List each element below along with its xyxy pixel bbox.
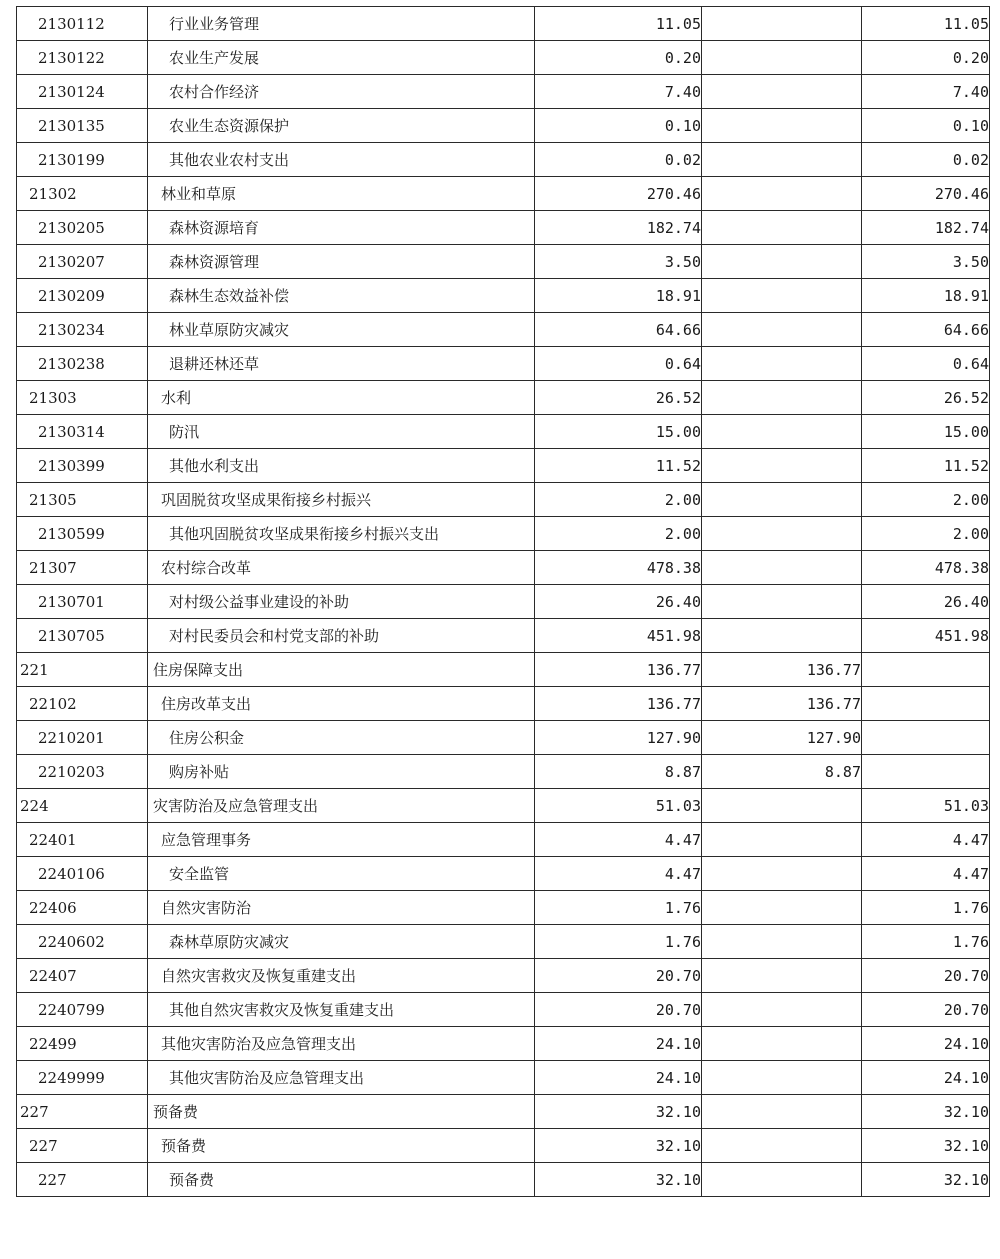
- cell-project-expenditure: 0.64: [862, 347, 990, 381]
- cell-subject-code: 22401: [17, 823, 148, 857]
- cell-total-amount: 32.10: [535, 1129, 702, 1163]
- cell-subject-code: 22406: [17, 891, 148, 925]
- cell-project-expenditure: 51.03: [862, 789, 990, 823]
- cell-project-expenditure: 64.66: [862, 313, 990, 347]
- cell-subject-code: 21302: [17, 177, 148, 211]
- table-body: [17, 7, 990, 1197]
- cell-subject-name: 森林生态效益补偿: [148, 279, 535, 313]
- table-row: [17, 517, 990, 551]
- table-row: [17, 75, 990, 109]
- cell-basic-expenditure: [702, 925, 862, 959]
- cell-basic-expenditure: [702, 619, 862, 653]
- table-row: [17, 755, 990, 789]
- table-row: [17, 1095, 990, 1129]
- table-row: [17, 857, 990, 891]
- cell-project-expenditure: 0.10: [862, 109, 990, 143]
- cell-subject-code: 2130207: [17, 245, 148, 279]
- cell-total-amount: 127.90: [535, 721, 702, 755]
- cell-subject-name: 预备费: [148, 1129, 535, 1163]
- cell-basic-expenditure: 136.77: [702, 687, 862, 721]
- cell-project-expenditure: 18.91: [862, 279, 990, 313]
- cell-subject-name: 退耕还林还草: [148, 347, 535, 381]
- cell-basic-expenditure: [702, 1095, 862, 1129]
- cell-subject-name: 预备费: [148, 1095, 535, 1129]
- cell-basic-expenditure: [702, 347, 862, 381]
- cell-subject-code: 2210201: [17, 721, 148, 755]
- table-row: [17, 381, 990, 415]
- cell-total-amount: 11.52: [535, 449, 702, 483]
- cell-subject-code: 22102: [17, 687, 148, 721]
- cell-subject-code: 22499: [17, 1027, 148, 1061]
- table-row: [17, 789, 990, 823]
- cell-subject-name: 其他自然灾害救灾及恢复重建支出: [148, 993, 535, 1027]
- cell-subject-name: 灾害防治及应急管理支出: [148, 789, 535, 823]
- cell-basic-expenditure: [702, 381, 862, 415]
- cell-total-amount: 24.10: [535, 1027, 702, 1061]
- cell-project-expenditure: 1.76: [862, 925, 990, 959]
- table-row: [17, 415, 990, 449]
- cell-subject-name: 森林资源管理: [148, 245, 535, 279]
- cell-subject-name: 住房改革支出: [148, 687, 535, 721]
- cell-basic-expenditure: [702, 449, 862, 483]
- cell-subject-code: 2130205: [17, 211, 148, 245]
- cell-subject-code: 2130314: [17, 415, 148, 449]
- cell-total-amount: 0.64: [535, 347, 702, 381]
- table-row: [17, 143, 990, 177]
- cell-subject-code: 2130112: [17, 7, 148, 41]
- cell-total-amount: 136.77: [535, 687, 702, 721]
- cell-project-expenditure: 182.74: [862, 211, 990, 245]
- cell-subject-code: 21307: [17, 551, 148, 585]
- cell-total-amount: 20.70: [535, 959, 702, 993]
- table-row: [17, 1163, 990, 1197]
- cell-subject-code: 2249999: [17, 1061, 148, 1095]
- cell-total-amount: 15.00: [535, 415, 702, 449]
- cell-subject-name: 防汛: [148, 415, 535, 449]
- table-row: [17, 7, 990, 41]
- cell-project-expenditure: 7.40: [862, 75, 990, 109]
- cell-subject-code: 2130135: [17, 109, 148, 143]
- cell-subject-code: 227: [17, 1163, 148, 1197]
- cell-basic-expenditure: [702, 313, 862, 347]
- cell-total-amount: 26.40: [535, 585, 702, 619]
- cell-basic-expenditure: [702, 1163, 862, 1197]
- cell-total-amount: 2.00: [535, 483, 702, 517]
- cell-subject-name: 林业草原防灾减灾: [148, 313, 535, 347]
- cell-project-expenditure: 20.70: [862, 959, 990, 993]
- cell-subject-name: 森林资源培育: [148, 211, 535, 245]
- cell-total-amount: 8.87: [535, 755, 702, 789]
- cell-subject-name: 住房公积金: [148, 721, 535, 755]
- table-row: [17, 1061, 990, 1095]
- table-row: [17, 653, 990, 687]
- cell-project-expenditure: [862, 721, 990, 755]
- cell-subject-name: 应急管理事务: [148, 823, 535, 857]
- cell-subject-code: 2130399: [17, 449, 148, 483]
- table-row: [17, 279, 990, 313]
- cell-subject-name: 对村民委员会和村党支部的补助: [148, 619, 535, 653]
- cell-basic-expenditure: [702, 7, 862, 41]
- cell-project-expenditure: 32.10: [862, 1129, 990, 1163]
- cell-subject-name: 其他巩固脱贫攻坚成果衔接乡村振兴支出: [148, 517, 535, 551]
- table-row: [17, 1027, 990, 1061]
- cell-project-expenditure: [862, 755, 990, 789]
- cell-project-expenditure: 2.00: [862, 517, 990, 551]
- cell-total-amount: 270.46: [535, 177, 702, 211]
- cell-basic-expenditure: 8.87: [702, 755, 862, 789]
- cell-project-expenditure: 20.70: [862, 993, 990, 1027]
- cell-total-amount: 3.50: [535, 245, 702, 279]
- cell-subject-name: 森林草原防灾减灾: [148, 925, 535, 959]
- table-row: [17, 1129, 990, 1163]
- table-row: [17, 41, 990, 75]
- table-row: [17, 211, 990, 245]
- cell-subject-name: 其他水利支出: [148, 449, 535, 483]
- cell-subject-name: 巩固脱贫攻坚成果衔接乡村振兴: [148, 483, 535, 517]
- cell-project-expenditure: 1.76: [862, 891, 990, 925]
- cell-basic-expenditure: [702, 993, 862, 1027]
- table-row: [17, 687, 990, 721]
- cell-project-expenditure: 0.20: [862, 41, 990, 75]
- cell-subject-name: 水利: [148, 381, 535, 415]
- cell-subject-code: 2130238: [17, 347, 148, 381]
- cell-project-expenditure: 24.10: [862, 1027, 990, 1061]
- cell-basic-expenditure: [702, 1061, 862, 1095]
- cell-subject-name: 其他灾害防治及应急管理支出: [148, 1061, 535, 1095]
- cell-basic-expenditure: [702, 891, 862, 925]
- cell-subject-code: 2210203: [17, 755, 148, 789]
- cell-subject-name: 对村级公益事业建设的补助: [148, 585, 535, 619]
- cell-total-amount: 1.76: [535, 925, 702, 959]
- cell-basic-expenditure: [702, 857, 862, 891]
- cell-total-amount: 51.03: [535, 789, 702, 823]
- cell-subject-name: 自然灾害救灾及恢复重建支出: [148, 959, 535, 993]
- cell-total-amount: 182.74: [535, 211, 702, 245]
- cell-subject-name: 预备费: [148, 1163, 535, 1197]
- cell-total-amount: 1.76: [535, 891, 702, 925]
- table-row: [17, 959, 990, 993]
- table-row: [17, 619, 990, 653]
- cell-total-amount: 26.52: [535, 381, 702, 415]
- cell-total-amount: 0.02: [535, 143, 702, 177]
- table-row: [17, 313, 990, 347]
- cell-subject-code: 2130234: [17, 313, 148, 347]
- cell-total-amount: 64.66: [535, 313, 702, 347]
- cell-basic-expenditure: [702, 143, 862, 177]
- cell-total-amount: 4.47: [535, 857, 702, 891]
- budget-expenditure-table: [16, 6, 990, 1197]
- cell-subject-code: 22407: [17, 959, 148, 993]
- cell-project-expenditure: 24.10: [862, 1061, 990, 1095]
- cell-total-amount: 4.47: [535, 823, 702, 857]
- table-row: [17, 925, 990, 959]
- cell-project-expenditure: 451.98: [862, 619, 990, 653]
- cell-total-amount: 2.00: [535, 517, 702, 551]
- cell-project-expenditure: 26.52: [862, 381, 990, 415]
- cell-basic-expenditure: [702, 551, 862, 585]
- cell-basic-expenditure: [702, 1027, 862, 1061]
- cell-subject-code: 2130209: [17, 279, 148, 313]
- cell-basic-expenditure: [702, 415, 862, 449]
- cell-subject-name: 其他农业农村支出: [148, 143, 535, 177]
- cell-project-expenditure: 478.38: [862, 551, 990, 585]
- cell-total-amount: 7.40: [535, 75, 702, 109]
- cell-project-expenditure: 11.52: [862, 449, 990, 483]
- cell-basic-expenditure: 136.77: [702, 653, 862, 687]
- cell-basic-expenditure: [702, 823, 862, 857]
- cell-subject-code: 2240799: [17, 993, 148, 1027]
- cell-subject-code: 227: [17, 1095, 148, 1129]
- cell-subject-code: 2240602: [17, 925, 148, 959]
- cell-project-expenditure: 2.00: [862, 483, 990, 517]
- cell-total-amount: 11.05: [535, 7, 702, 41]
- cell-total-amount: 136.77: [535, 653, 702, 687]
- cell-basic-expenditure: [702, 245, 862, 279]
- table-row: [17, 483, 990, 517]
- table-row: [17, 177, 990, 211]
- cell-basic-expenditure: 127.90: [702, 721, 862, 755]
- cell-subject-name: 农村综合改革: [148, 551, 535, 585]
- cell-project-expenditure: [862, 653, 990, 687]
- cell-total-amount: 0.10: [535, 109, 702, 143]
- cell-basic-expenditure: [702, 75, 862, 109]
- cell-subject-name: 农村合作经济: [148, 75, 535, 109]
- cell-subject-code: 21305: [17, 483, 148, 517]
- cell-subject-name: 购房补贴: [148, 755, 535, 789]
- cell-total-amount: 24.10: [535, 1061, 702, 1095]
- cell-subject-code: 2130199: [17, 143, 148, 177]
- cell-basic-expenditure: [702, 41, 862, 75]
- table-row: [17, 347, 990, 381]
- cell-total-amount: 0.20: [535, 41, 702, 75]
- cell-project-expenditure: 3.50: [862, 245, 990, 279]
- table-row: [17, 245, 990, 279]
- cell-subject-code: 2130705: [17, 619, 148, 653]
- cell-subject-name: 林业和草原: [148, 177, 535, 211]
- cell-basic-expenditure: [702, 789, 862, 823]
- cell-basic-expenditure: [702, 211, 862, 245]
- cell-project-expenditure: [862, 687, 990, 721]
- table-row: [17, 721, 990, 755]
- cell-subject-name: 农业生态资源保护: [148, 109, 535, 143]
- cell-subject-code: 227: [17, 1129, 148, 1163]
- cell-basic-expenditure: [702, 959, 862, 993]
- cell-project-expenditure: 32.10: [862, 1163, 990, 1197]
- cell-project-expenditure: 4.47: [862, 823, 990, 857]
- cell-project-expenditure: 0.02: [862, 143, 990, 177]
- cell-basic-expenditure: [702, 109, 862, 143]
- cell-basic-expenditure: [702, 585, 862, 619]
- cell-subject-name: 安全监管: [148, 857, 535, 891]
- cell-project-expenditure: 32.10: [862, 1095, 990, 1129]
- cell-subject-code: 2130599: [17, 517, 148, 551]
- cell-project-expenditure: 15.00: [862, 415, 990, 449]
- cell-subject-code: 2240106: [17, 857, 148, 891]
- cell-subject-code: 224: [17, 789, 148, 823]
- cell-total-amount: 478.38: [535, 551, 702, 585]
- cell-project-expenditure: 4.47: [862, 857, 990, 891]
- table-row: [17, 109, 990, 143]
- cell-subject-name: 农业生产发展: [148, 41, 535, 75]
- cell-project-expenditure: 26.40: [862, 585, 990, 619]
- cell-basic-expenditure: [702, 483, 862, 517]
- cell-subject-name: 住房保障支出: [148, 653, 535, 687]
- table-row: [17, 585, 990, 619]
- cell-basic-expenditure: [702, 279, 862, 313]
- cell-total-amount: 18.91: [535, 279, 702, 313]
- cell-subject-code: 21303: [17, 381, 148, 415]
- table-row: [17, 823, 990, 857]
- cell-total-amount: 32.10: [535, 1095, 702, 1129]
- cell-subject-code: 2130701: [17, 585, 148, 619]
- cell-total-amount: 32.10: [535, 1163, 702, 1197]
- cell-total-amount: 20.70: [535, 993, 702, 1027]
- cell-basic-expenditure: [702, 1129, 862, 1163]
- cell-project-expenditure: 11.05: [862, 7, 990, 41]
- cell-subject-name: 自然灾害防治: [148, 891, 535, 925]
- table-row: [17, 551, 990, 585]
- cell-total-amount: 451.98: [535, 619, 702, 653]
- cell-project-expenditure: 270.46: [862, 177, 990, 211]
- table-row: [17, 449, 990, 483]
- cell-basic-expenditure: [702, 177, 862, 211]
- cell-subject-name: 其他灾害防治及应急管理支出: [148, 1027, 535, 1061]
- cell-subject-code: 221: [17, 653, 148, 687]
- cell-basic-expenditure: [702, 517, 862, 551]
- table-row: [17, 993, 990, 1027]
- cell-subject-name: 行业业务管理: [148, 7, 535, 41]
- cell-subject-code: 2130124: [17, 75, 148, 109]
- cell-subject-code: 2130122: [17, 41, 148, 75]
- table-row: [17, 891, 990, 925]
